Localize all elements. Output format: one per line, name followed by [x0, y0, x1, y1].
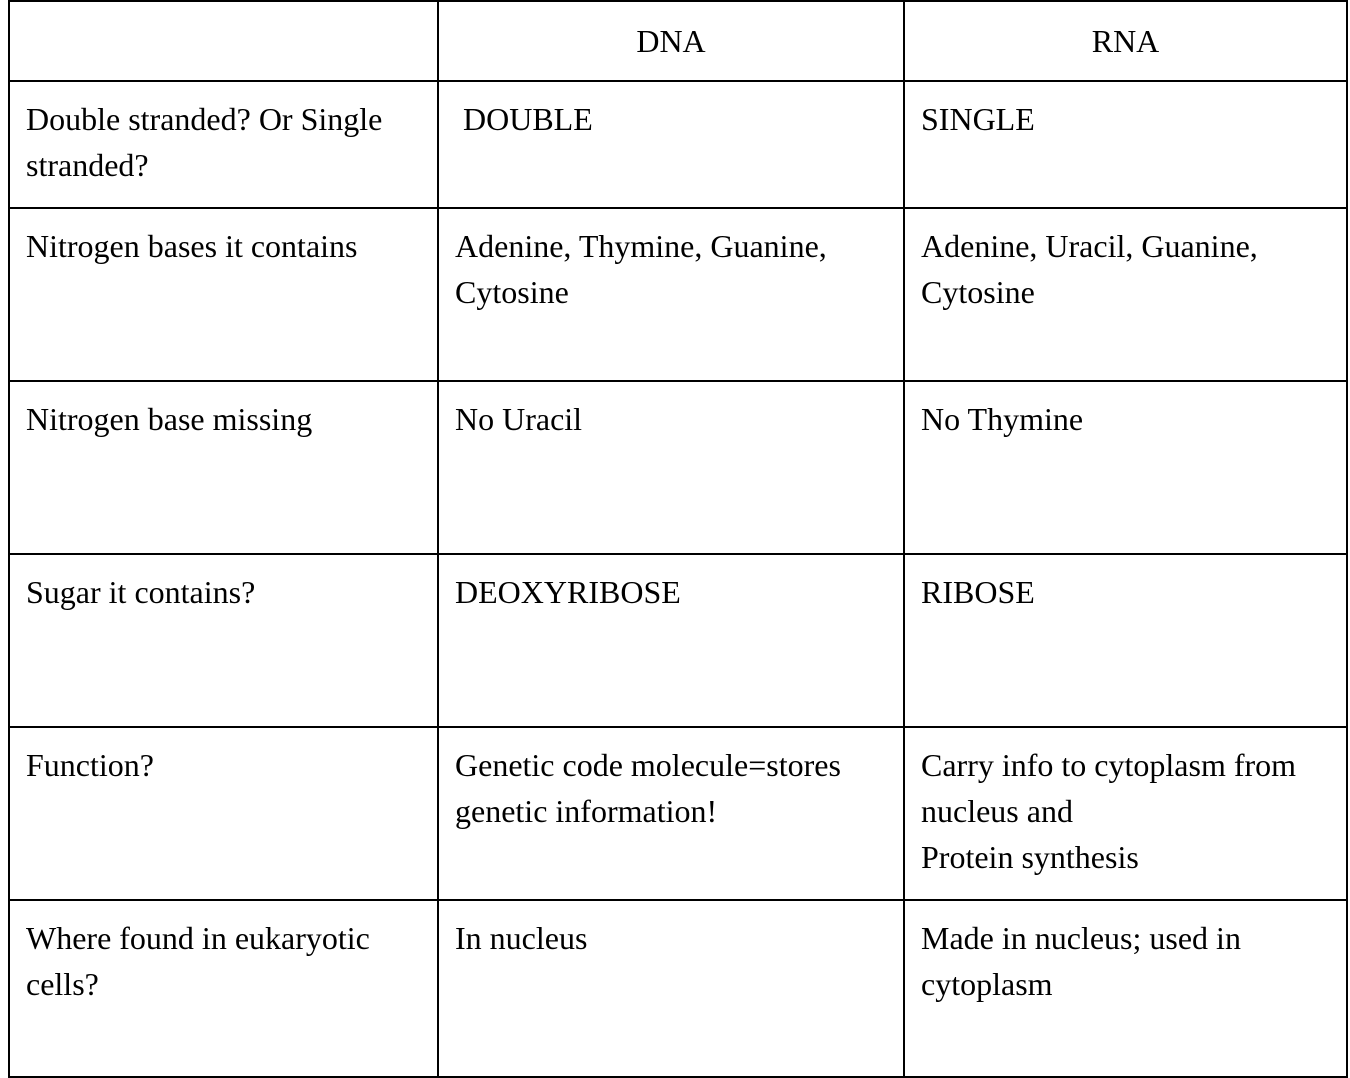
rna-cell [904, 381, 1347, 554]
table-row [9, 208, 1347, 381]
row-label: Where found in eukaryotic cells? [26, 920, 370, 1002]
header-cell-rna [904, 1, 1347, 81]
table-row [9, 554, 1347, 727]
header-rna-label: RNA [1091, 23, 1160, 59]
dna-value: No Uracil [455, 401, 583, 437]
rna-cell [904, 81, 1347, 208]
row-label: Nitrogen base missing [26, 401, 313, 437]
row-label-cell [9, 81, 438, 208]
rna-value: RIBOSE [921, 574, 1035, 610]
dna-cell [438, 381, 904, 554]
dna-value: DEOXYRIBOSE [455, 574, 681, 610]
row-label-cell [9, 208, 438, 381]
header-cell-dna [438, 1, 904, 81]
rna-value: No Thymine [921, 401, 1084, 437]
dna-value: Adenine, Thymine, Guanine, Cytosine [455, 228, 827, 310]
dna-cell [438, 81, 904, 208]
row-label: Sugar it contains? [26, 574, 256, 610]
row-label-cell [9, 727, 438, 900]
rna-cell [904, 900, 1347, 1077]
header-dna-label: DNA [636, 23, 706, 59]
row-label-cell [9, 381, 438, 554]
rna-cell [904, 727, 1347, 900]
header-row [9, 1, 1347, 81]
rna-value: SINGLE [921, 101, 1035, 137]
row-label-cell [9, 554, 438, 727]
row-label-cell [9, 900, 438, 1077]
rna-cell [904, 554, 1347, 727]
table-row [9, 81, 1347, 208]
dna-cell [438, 727, 904, 900]
row-label: Function? [26, 747, 154, 783]
row-label: Double stranded? Or Single stranded? [26, 101, 383, 183]
row-label: Nitrogen bases it contains [26, 228, 358, 264]
dna-cell [438, 900, 904, 1077]
dna-value: DOUBLE [455, 101, 593, 137]
rna-value: Made in nucleus; used in cytoplasm [921, 920, 1241, 1002]
dna-value: In nucleus [455, 920, 588, 956]
rna-value: Adenine, Uracil, Guanine, Cytosine [921, 228, 1258, 310]
dna-cell [438, 208, 904, 381]
rna-value: Carry info to cytoplasm from nucleus and Protein synthesis [921, 747, 1297, 875]
dna-cell [438, 554, 904, 727]
table-row [9, 727, 1347, 900]
dna-value: Genetic code molecule=stores genetic information! [455, 747, 841, 829]
table-row [9, 900, 1347, 1077]
table-row [9, 381, 1347, 554]
header-cell-empty [9, 1, 438, 81]
rna-cell [904, 208, 1347, 381]
dna-rna-comparison-table [8, 0, 1348, 1078]
